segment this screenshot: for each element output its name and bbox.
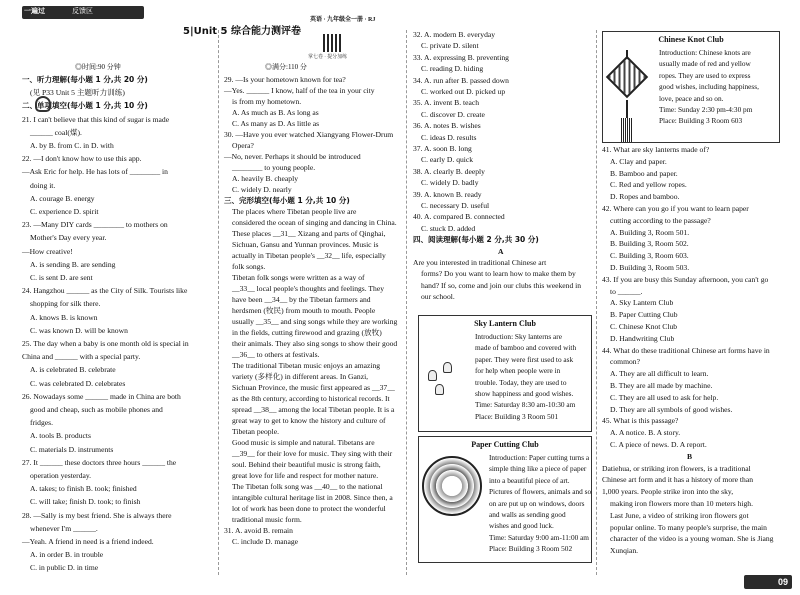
text-line: __33__ local people's thoughts and feelings. They (232, 284, 385, 293)
text-line: cutting according to the passage? (610, 215, 711, 225)
text-line: C. will take; finish D. took; to finish (30, 497, 141, 507)
text-line: C. Chinese Knot Club (610, 322, 678, 331)
text-line: A. tools B. products (30, 431, 91, 441)
text-line: Xunqian. (610, 546, 639, 556)
text-line: fridges. (30, 418, 53, 428)
club-text-line: Place: Building 3 Room 603 (659, 116, 743, 126)
text-line: A. takes; to finish B. took; finished (30, 484, 137, 494)
text-line: is from my hometown. (232, 97, 302, 106)
text-line: popular online. To many people's surprise, the main (610, 522, 767, 532)
knot-string (626, 100, 628, 118)
text-line: to ______. (610, 286, 643, 296)
text-line: C. They are all used to ask for help. (610, 392, 719, 402)
column-divider (218, 30, 219, 575)
text-line: forms? Do you want to learn how to make them by (421, 269, 576, 279)
text-line: —How creative! (22, 246, 73, 256)
text-line: —Ask Eric for help. He has lots of ________ in (22, 167, 168, 177)
text-line: C. include D. manage (232, 537, 299, 546)
club-text-line: into a beautiful piece of art. (489, 475, 570, 485)
text-line: __36__ to others at festivals. (232, 350, 320, 359)
lantern-icon (443, 362, 452, 373)
text-line: C. Building 3, Room 603. (610, 251, 689, 261)
club-text-line: on are put up on windows, doors (489, 498, 585, 508)
text-line: These places __31__ Xizang and parts of Qinghai, (232, 229, 386, 238)
text-line: A. Building 3, Room 501. (610, 227, 690, 237)
text-line: 42. Where can you go if you want to learn paper (602, 204, 749, 213)
text-line: C. experience D. spirit (30, 207, 99, 216)
text-line: __39__ for their love for music. They sing with their (232, 449, 393, 458)
text-line: C. was known D. will be known (30, 325, 128, 335)
club-title: Paper Cutting Club (471, 440, 539, 449)
club-text-line: wishes and good luck. (489, 521, 554, 531)
text-line: C. is sent D. are sent (30, 273, 93, 282)
text-line: usually __35__ and sing songs while they are working (232, 317, 398, 326)
text-line: C. widely D. badly (421, 178, 479, 188)
text-line: B. Bamboo and paper. (610, 168, 678, 178)
text-line: 一、听力理解(每小题 1 分,共 20 分) (22, 75, 148, 84)
text-line: C. As many as D. As little as (232, 119, 320, 128)
text-line: intangible cultural heritage list in 2008. Since then, a (232, 493, 393, 502)
text-line: B. Building 3, Room 502. (610, 239, 689, 249)
club-text-line: Time: Sunday 2:30 pm-4:30 pm (659, 105, 753, 114)
text-line: 二、单项填空(每小题 1 分,共 10 分) (22, 101, 148, 111)
text-line: Opera? (232, 141, 254, 150)
text-line: Good music is simple and natural. Tibetans are (232, 438, 375, 447)
text-line: The traditional Tibetan music enjoys an amazing (232, 361, 381, 370)
text-line: 36. A. notes B. wishes (413, 121, 481, 131)
text-line: C. private D. silent (421, 41, 479, 51)
text-line: Sichuan, Gansu and Yunnan provinces. Music is (232, 240, 379, 249)
qr-caption: 掌七卷 · 提分加练 (308, 55, 348, 60)
text-line: Datiehua, or striking iron flowers, is a traditional (602, 463, 751, 473)
text-line: Tibetan folk songs were written as a way of (232, 273, 365, 282)
text-line: 35. A. invent B. teach (413, 98, 480, 108)
text-line: our school. (421, 292, 455, 302)
text-line: Are you interested in traditional Chinese art (413, 258, 547, 267)
text-line: 37. A. soon B. long (413, 144, 472, 153)
text-line: whenever I'm ______. (30, 523, 98, 533)
text-line: 41. What are sky lanterns made of? (602, 145, 710, 154)
text-line: folk songs. (232, 262, 266, 271)
text-line: B (687, 451, 693, 461)
text-line: herdsmen (牧民) from mouth to mouth. People (232, 306, 376, 315)
club-text-line: for help when people were in (475, 366, 561, 376)
text-line: Sichuan Province, the music first appeared as __37__ (232, 383, 395, 392)
text-line: 31. A. avoid B. remain (224, 526, 293, 535)
text-line: good and cheap, such as mobile phones and (30, 405, 163, 414)
lantern-icon (435, 384, 444, 395)
club-text-line: Introduction: Chinese knots are (659, 48, 751, 57)
text-line: B. Paper Cutting Club (610, 310, 678, 320)
text-line: —Yes. ______ I know, half of the tea in your city (224, 86, 375, 95)
text-line: in the fields, cutting firewood and grazing (放牧) (232, 328, 382, 337)
club-text-line: trouble. Today, they are used to (475, 377, 567, 387)
text-line: 43. If you are busy this Sunday afternoon, you can't go (602, 274, 769, 284)
text-line: C. in public D. in time (30, 563, 99, 573)
text-line: doing it. (30, 180, 56, 190)
text-line: operation yesterday. (30, 471, 92, 480)
club-text-line: Time: Saturday 8:30 am-10:30 am (475, 400, 576, 410)
text-line: A. Clay and paper. (610, 156, 667, 166)
brand-tag: 一遍过 (24, 8, 45, 15)
text-line: 39. A. known B. ready (413, 189, 482, 199)
club-text-line: show happiness and good wishes. (475, 389, 574, 398)
full-score: ◎满分:110 分 (265, 63, 307, 71)
text-line: D. Handwriting Club (610, 333, 675, 343)
text-line: A. in order B. in trouble (30, 550, 104, 560)
text-line: C. worked out D. picked up (421, 87, 506, 96)
text-line: 27. It ______ these doctors three hours ______ the (22, 457, 177, 467)
club-text-line: ropes. They are used to express (659, 70, 751, 80)
text-line: A. courage B. energy (30, 193, 95, 203)
text-line: C. was celebrated D. celebrates (30, 378, 126, 388)
text-line: 34. A. run after B. passed down (413, 75, 509, 85)
text-line: Mother's Day every year. (30, 233, 107, 243)
text-line: A. knows B. is known (30, 312, 98, 322)
text-line: shopping for silk there. (30, 299, 101, 309)
text-line: 23. —Many DIY cards ________ to mothers on (22, 220, 168, 230)
column-divider (596, 30, 597, 575)
club-text-line: Time: Saturday 9:00 am-11:00 am (489, 532, 589, 542)
text-line: ________ to young people. (232, 163, 316, 172)
sky-lantern-club-box (418, 315, 592, 432)
text-line: C. early D. quick (421, 155, 474, 165)
time-limit: ◎时间:90 分钟 (75, 63, 121, 71)
text-line: 45. What is this passage? (602, 416, 679, 426)
club-text-line: love, peace and so on. (659, 93, 724, 103)
text-line: 三、完形填空(每小题 1 分,共 10 分) (224, 196, 350, 205)
column-divider (406, 30, 407, 575)
text-line: traditional music form. (232, 515, 302, 524)
club-text-line: Pictures of flowers, animals and so (489, 487, 592, 497)
text-line: considered the ocean of singing and dancing in China. (232, 218, 397, 227)
text-line: A. by B. from C. in D. with (30, 141, 114, 150)
text-line: 26. Nowadays some ______ made in China are both (22, 391, 181, 401)
text-line: Chinese art form and it has a history of more than (602, 475, 753, 485)
club-title: Sky Lantern Club (474, 319, 536, 328)
club-text-line: usually made of red and yellow (659, 59, 751, 69)
text-line: 22. —I don't know how to use this app. (22, 154, 142, 164)
text-line: 21. I can't believe that this kind of sugar is made (22, 114, 170, 124)
text-line: 32. A. modern B. everyday (413, 30, 496, 39)
text-line: actually in Tibetan people's __32__ life, especially (232, 251, 386, 260)
text-line: The places where Tibetan people live are (232, 207, 357, 216)
subject-label: 英语 · 九年级全一册 · RJ (310, 17, 376, 23)
text-line: C. ideas D. results (421, 132, 477, 142)
page-number: 09 (777, 577, 788, 587)
text-line: —No, never. Perhaps it should be introduced (224, 152, 361, 161)
text-line: 33. A. expressing B. preventing (413, 52, 509, 62)
paper-cutting-icon (422, 456, 482, 516)
text-line: their animals. They also sing songs to show their good (232, 339, 398, 348)
text-line: A (498, 246, 504, 256)
text-line: A. Sky Lantern Club (610, 298, 674, 308)
text-line: as the 8th century, according to historical records. It (232, 394, 390, 403)
text-line: Last June, a video of striking iron flowers got (610, 510, 749, 520)
text-line: 24. Hangzhou ______ as the City of Silk. Tourists like (22, 286, 188, 296)
text-line: 30. —Have you ever watched Xiangyang Flower-Drum (224, 130, 394, 139)
text-line: 40. A. compared B. connected (413, 212, 505, 222)
text-line: great love for life and respect for mother nature. (232, 471, 379, 480)
text-line: soul. Behind their beautiful music is strong faith, (232, 460, 381, 469)
text-line: character of the video is a young woman. She is Jiang (610, 534, 774, 544)
text-line: A. is sending B. are sending (30, 259, 116, 269)
club-text-line: good wishes, including happiness, (659, 82, 759, 92)
club-text-line: Introduction: Paper cutting turns a (489, 453, 590, 462)
club-text-line: Place: Building 3 Room 502 (489, 544, 573, 554)
text-line: great way to get to know the history and culture of (232, 416, 386, 425)
club-text-line: Place: Building 3 Room 501 (475, 411, 559, 421)
text-line: common? (610, 357, 640, 367)
text-line: C. necessary D. useful (421, 201, 490, 210)
headphone-icon (35, 96, 51, 112)
text-line: 44. What do these traditional Chinese art forms have in (602, 345, 770, 355)
text-line: 38. A. clearly B. deeply (413, 166, 485, 176)
text-line: C. A piece of news. D. A report. (610, 440, 707, 449)
text-line: C. reading D. hiding (421, 64, 484, 74)
text-line: —Yeah. A friend in need is a friend indeed. (22, 537, 154, 546)
club-text-line: and walls as sending good (489, 510, 566, 519)
club-title: Chinese Knot Club (658, 35, 724, 44)
club-text-line: simple thing like a piece of paper (489, 464, 587, 474)
text-line: D. Ropes and bamboo. (610, 192, 680, 202)
text-line: 1,000 years. People strike iron into the sky, (602, 487, 734, 497)
text-line: hand? If so, come and join our clubs this weekend in (421, 280, 582, 290)
tassel-icon (621, 118, 633, 142)
text-line: 四、阅读理解(每小题 2 分,共 30 分) (413, 235, 539, 245)
text-line: The Tibetan folk song was __40__ to the national (232, 482, 383, 491)
text-line: A. heavily B. cheaply (232, 174, 299, 183)
text-line: C. widely D. nearly (232, 185, 292, 194)
page-title: 5|Unit 5 综合能力测评卷 (183, 26, 301, 37)
text-line: C. Red and yellow ropes. (610, 180, 687, 190)
text-line: making iron flowers more than 10 meters high. (610, 499, 753, 508)
text-line: A. is celebrated B. celebrate (30, 365, 116, 375)
text-line: China and ______ with a special party. (22, 352, 141, 362)
text-line: variety (多样化) in different areas. In Ganzi, (232, 372, 369, 381)
club-text-line: made of bamboo and covered with (475, 343, 577, 353)
text-line: D. They are all symbols of good wishes. (610, 404, 733, 414)
text-line: C. discover D. create (421, 109, 485, 119)
feedback-label: 反馈区 (72, 8, 93, 15)
text-line: 29. —Is your hometown known for tea? (224, 75, 346, 84)
text-line: B. They are all made by machine. (610, 381, 713, 390)
text-line: (见 P33 Unit 5 主题听力训练) (30, 88, 125, 98)
text-line: 25. The day when a baby is one month old is special in (22, 339, 189, 348)
lantern-icon (428, 370, 437, 381)
text-line: A. They are all difficult to learn. (610, 369, 709, 379)
text-line: have been __34__ by the Tibetan farmers and (232, 295, 371, 304)
text-line: ______ coal(煤). (30, 127, 82, 137)
text-line: 28. —Sally is my best friend. She is always there (22, 510, 172, 520)
text-line: A. As much as B. As long as (232, 108, 319, 117)
text-line: spread __38__ among the local Tibetan people. It is a (232, 405, 395, 414)
text-line: Tibetan people. (232, 427, 279, 436)
club-text-line: Introduction: Sky lanterns are (475, 332, 562, 341)
text-line: C. materials D. instruments (30, 444, 114, 454)
text-line: A. A notice. B. A story. (610, 428, 681, 438)
qr-code-icon[interactable] (323, 34, 341, 52)
text-line: D. Building 3, Room 503. (610, 263, 690, 272)
club-text-line: paper. They were first used to ask (475, 354, 574, 364)
text-line: lot of work has been done to protect the wonderful (232, 504, 386, 513)
text-line: C. stuck D. added (421, 223, 476, 233)
